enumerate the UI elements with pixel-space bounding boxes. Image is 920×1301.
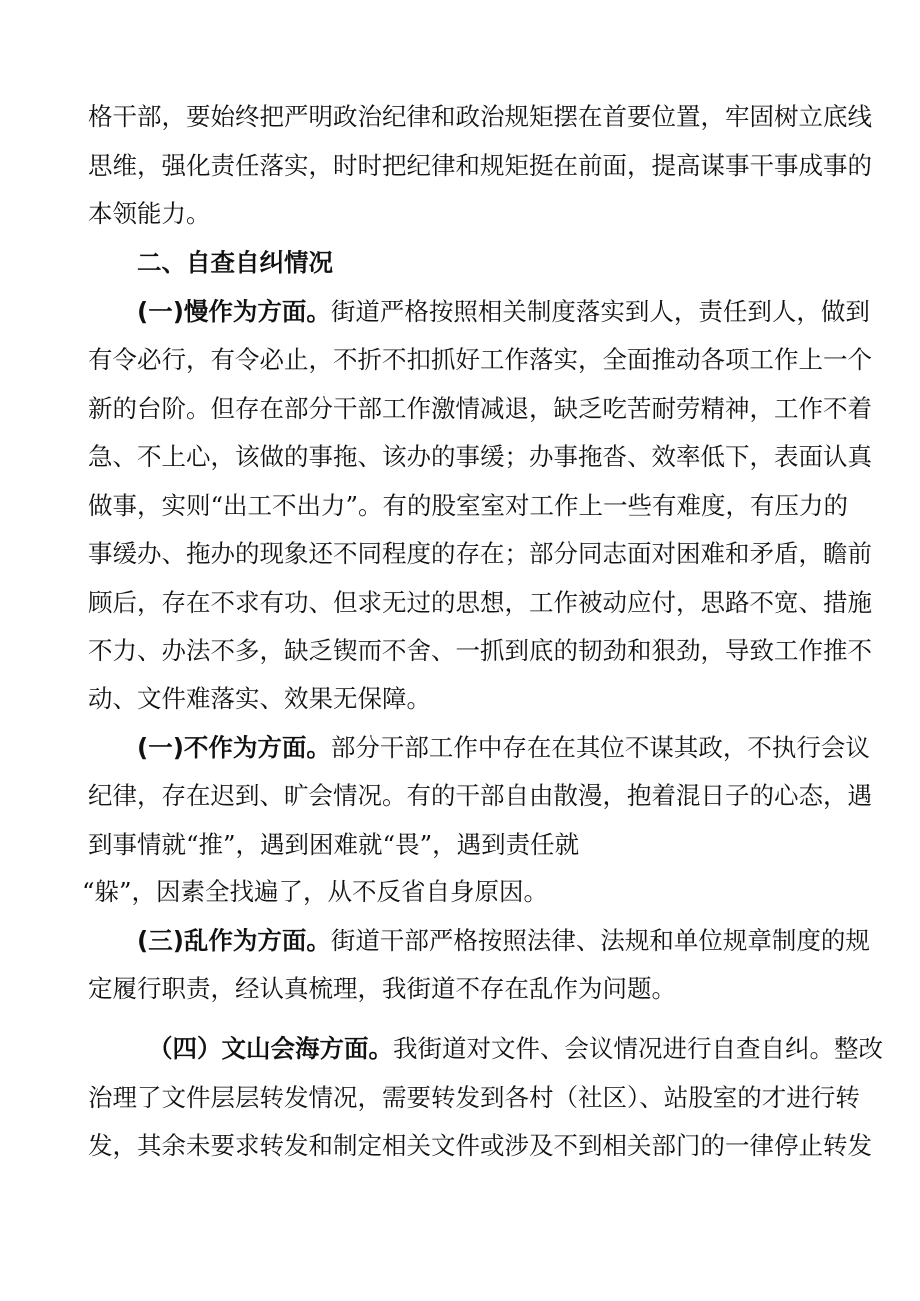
item1-line-9: 动、文件难落实、效果无保障。 <box>88 684 431 713</box>
item1-line-2: 有令必行，有令必止，不折不扣抓好工作落实，全面推动各项工作上一个 <box>88 345 872 374</box>
item2-heading: (一)不作为方面。 <box>137 733 331 762</box>
item3-heading: (三)乱作为方面。 <box>137 926 331 955</box>
item1-line-3: 新的台阶。但存在部分干部工作激情减退，缺乏吃苦耐劳精神，工作不着 <box>88 394 872 423</box>
item3-line-2: 定履行职责，经认真梳理，我街道不存在乱作为问题。 <box>88 974 676 1003</box>
item3-line-1-text: 街道干部严格按照法律、法规和单位规章制度的规 <box>330 926 870 955</box>
item1-line-4: 急、不上心，该做的事拖、该办的事缓；办事拖沓、效率低下，表面认真 <box>88 442 872 471</box>
item1-line-1 <box>137 295 870 329</box>
item2-line-4: “躲”，因素全找遍了，从不反省自身原因。 <box>82 877 549 906</box>
item3-line-1 <box>137 924 870 958</box>
item1-line-1-text: 街道严格按照相关制度落实到人，责任到人，做到 <box>330 297 870 326</box>
item4-line-1-text: 我街道对文件、会议情况进行自查自纠。整改 <box>393 1034 883 1063</box>
item4-line-3: 发，其余未要求转发和制定相关文件或涉及不到相关部门的一律停止转发 <box>88 1131 872 1160</box>
item2-line-2: 纪律，存在迟到、旷会情况。有的干部自由散漫，抱着混日子的心态，遇 <box>88 781 872 810</box>
item4-line-1 <box>148 1032 883 1066</box>
intro-line-1: 格干部，要始终把严明政治纪律和政治规矩摆在首要位置，牢固树立底线 <box>88 102 872 131</box>
item2-line-1 <box>137 731 870 765</box>
item4-heading: （四）文山会海方面。 <box>148 1034 393 1063</box>
item1-line-6: 事缓办、拖办的现象还不同程度的存在；部分同志面对困难和矛盾，瞻前 <box>88 539 872 568</box>
item2-line-1-text: 部分干部工作中存在在其位不谋其政，不执行会议 <box>330 733 870 762</box>
item1-heading: (一)慢作为方面。 <box>137 297 331 326</box>
item1-line-5: 做事，实则“出工不出力”。有的股室室对工作上一些有难度，有压力的 <box>88 491 849 520</box>
section-heading: 二、自查自纠情况 <box>137 248 333 277</box>
item2-line-3: 到事情就“推”，遇到困难就“畏”，遇到责任就 <box>88 830 580 859</box>
item4-line-2: 治理了文件层层转发情况，需要转发到各村（社区）、站股室的才进行转 <box>88 1083 860 1112</box>
item1-line-7: 顾后，存在不求有功、但求无过的思想，工作被动应付，思路不宽、措施 <box>88 588 872 617</box>
item1-line-8: 不力、办法不多，缺乏锲而不舍、一抓到底的韧劲和狠劲，导致工作推不 <box>88 636 872 665</box>
intro-line-2: 思维，强化责任落实，时时把纪律和规矩挺在前面，提高谋事干事成事的 <box>88 151 872 180</box>
intro-line-3: 本领能力。 <box>88 199 211 228</box>
